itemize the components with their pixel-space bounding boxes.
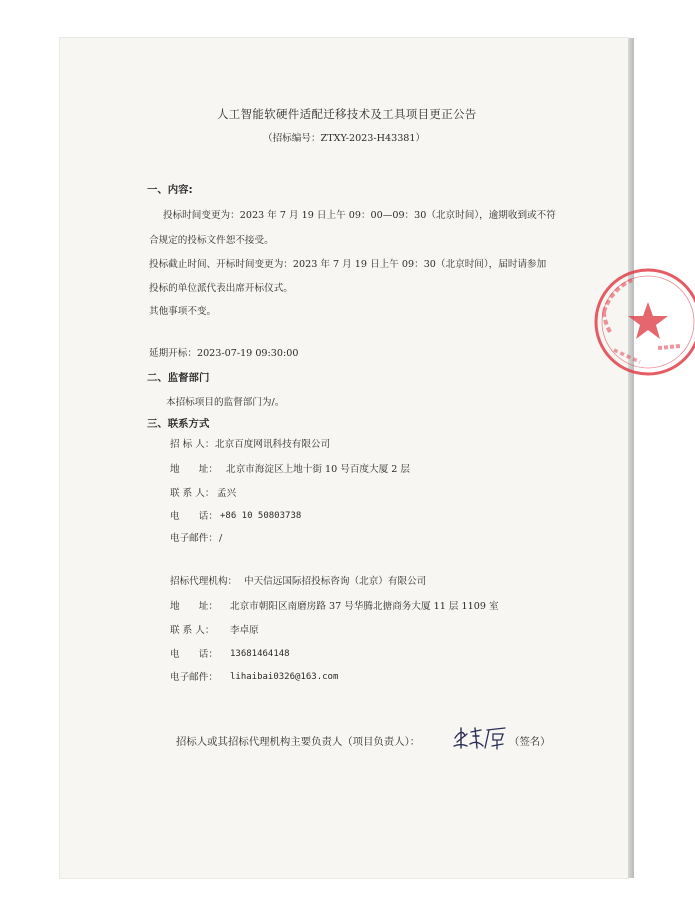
phone-value: +86 10 50803738 <box>220 511 302 521</box>
section-1-paragraph-3: 其他事项不变。 <box>149 306 217 317</box>
agency-email-label: 电子邮件： <box>170 672 218 683</box>
agency-phone-label: 电 话： <box>170 649 218 660</box>
contact-label: 联 系 人： <box>170 488 215 499</box>
official-seal-stamp <box>588 262 695 382</box>
agency-address-value: 北京市朝阳区南磨房路 37 号华腾北搪商务大厦 11 层 1109 室 <box>230 601 499 612</box>
section-1-paragraph-1-line-2: 合规定的投标文件恕不接受。 <box>149 235 274 246</box>
scan-edge <box>628 38 634 878</box>
address-value: 北京市海淀区上地十街 10 号百度大厦 2 层 <box>226 464 411 475</box>
section-1-paragraph-2-line-2: 投标的单位派代表出席开标仪式。 <box>149 283 293 294</box>
phone-label: 电 话： <box>170 511 218 522</box>
document-title: 人工智能软硬件适配迁移技术及工具项目更正公告 <box>217 107 477 121</box>
contact-value: 孟兴 <box>217 488 237 499</box>
section-2-heading: 二、监督部门 <box>147 372 210 384</box>
agency-contact-label: 联 系 人： <box>170 625 215 636</box>
section-2-body: 本招标项目的监督部门为/。 <box>166 397 285 408</box>
section-3-heading: 三、联系方式 <box>147 418 210 430</box>
document-page <box>60 38 628 878</box>
signature-suffix: （签名） <box>509 736 551 748</box>
handwritten-signature <box>451 722 509 752</box>
address-label: 地 址： <box>170 464 218 475</box>
signature-line-label: 招标人或其招标代理机构主要负责人（项目负责人）： <box>176 736 421 748</box>
agency-address-label: 地 址： <box>170 601 218 612</box>
section-1-heading: 一、内容: <box>147 184 193 196</box>
email-value: / <box>219 533 223 544</box>
section-1-paragraph-1-line-1: 投标时间变更为：2023 年 7 月 19 日上午 09：00—09：30（北京时间），逾期收到或不符 <box>163 210 556 221</box>
agency-value: 中天信远国际招投标咨询（北京）有限公司 <box>244 576 427 587</box>
tenderer-value: 北京百度网讯科技有限公司 <box>215 439 331 450</box>
postponed-opening: 延期开标：2023-07-19 09:30:00 <box>149 348 299 359</box>
agency-email-value: lihaibai0326@163.com <box>230 672 339 682</box>
email-label: 电子邮件： <box>170 533 218 544</box>
tender-number: （招标编号：ZTXY-2023-H43381） <box>263 133 426 144</box>
agency-label: 招标代理机构： <box>170 576 238 587</box>
agency-contact-value: 李卓原 <box>230 625 259 636</box>
tenderer-label: 招 标 人： <box>170 439 215 450</box>
agency-phone-value: 13681464148 <box>230 649 290 659</box>
section-1-paragraph-2-line-1: 投标截止时间、开标时间变更为：2023 年 7 月 19 日上午 09：30（北京时间），届时请参加 <box>149 259 547 270</box>
